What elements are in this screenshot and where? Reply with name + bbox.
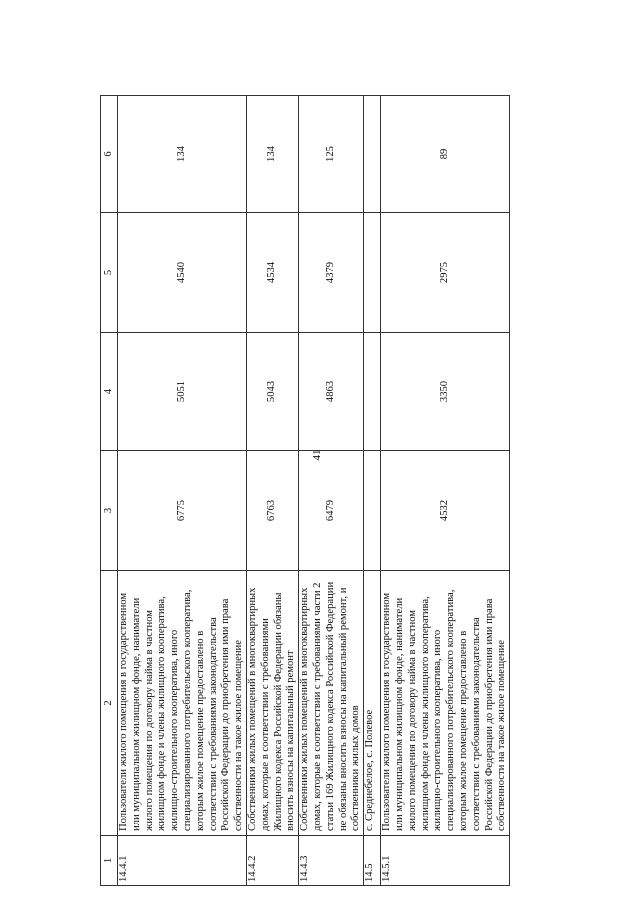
row-value-col5: 4379 xyxy=(299,213,364,333)
rotated-table-container xyxy=(100,96,508,886)
row-value-col5: 2975 xyxy=(381,213,510,333)
row-description: Собственники жилых помещений в многоквартирных домах, которые в соответствии с требованиями Жилищного кодекса Российской Федерации обязаны вносить взносы на капитальный ремонт xyxy=(246,571,298,836)
header-cell: 2 xyxy=(101,571,118,836)
table-row xyxy=(246,96,298,886)
row-value-col5 xyxy=(364,213,381,333)
page-number: 41 xyxy=(311,449,323,461)
row-value-col6 xyxy=(364,96,381,213)
row-value-col3: 6775 xyxy=(118,451,247,571)
row-description: с. Среднебелое, с. Полевое xyxy=(364,571,381,836)
table-header-row xyxy=(101,96,118,886)
header-cell: 3 xyxy=(101,451,118,571)
row-value-col3 xyxy=(364,451,381,571)
table-row xyxy=(299,96,364,886)
row-value-col4: 4863 xyxy=(299,333,364,451)
row-value-col5: 4540 xyxy=(118,213,247,333)
row-value-col6: 89 xyxy=(381,96,510,213)
row-code: 14.5 xyxy=(364,836,381,886)
header-cell: 5 xyxy=(101,213,118,333)
row-description: Пользователи жилого помещения в государственном или муниципальном жилищном фонде, наниматели жилого помещения по договору найма в частном жилищном фонде и члены жилищного кооператива, жилищно-строительного кооператива, иного специализированного потребительского кооператива, которым жилое помещение предоставлено в соответствии с требованиями законодательства Российской Федерации до приобретения ими права собственности на такое жилое помещение xyxy=(118,571,247,836)
row-value-col6: 134 xyxy=(118,96,247,213)
table-row-section xyxy=(364,96,381,886)
row-value-col4: 5051 xyxy=(118,333,247,451)
row-code: 14.5.1 xyxy=(381,836,510,886)
table-row xyxy=(118,96,247,886)
header-cell: 4 xyxy=(101,333,118,451)
row-description: Собственники жилых помещений в многоквартирных домах, которые в соответствии с требованиями части 2 статьи 169 Жилищного кодекса Российской Федерации не обязаны вносить взносы на капитальный ремонт, и собственники жилых домов xyxy=(299,571,364,836)
row-value-col5: 4534 xyxy=(246,213,298,333)
row-code: 14.4.1 xyxy=(118,836,247,886)
header-cell: 1 xyxy=(101,836,118,886)
row-value-col6: 125 xyxy=(299,96,364,213)
row-description: Пользователи жилого помещения в государственном или муниципальном жилищном фонде, наниматели жилого помещения по договору найма в частном жилищном фонде и члены жилищного кооператива, жилищно-строительного кооператива, иного специализированного потребительского кооператива, которым жилое помещение предоставлено в соответствии с требованиями законодательства Российской Федерации до приобретения ими права собственности на такое жилое помещение xyxy=(381,571,510,836)
row-value-col4: 5043 xyxy=(246,333,298,451)
tariff-table xyxy=(100,95,510,886)
header-cell: 6 xyxy=(101,96,118,213)
row-value-col4: 3350 xyxy=(381,333,510,451)
row-code: 14.4.3 xyxy=(299,836,364,886)
row-value-col3: 6479 xyxy=(299,451,364,571)
row-value-col3: 4532 xyxy=(381,451,510,571)
table-row xyxy=(381,96,510,886)
row-code: 14.4.2 xyxy=(246,836,298,886)
row-value-col3: 6763 xyxy=(246,451,298,571)
row-value-col6: 134 xyxy=(246,96,298,213)
row-value-col4 xyxy=(364,333,381,451)
